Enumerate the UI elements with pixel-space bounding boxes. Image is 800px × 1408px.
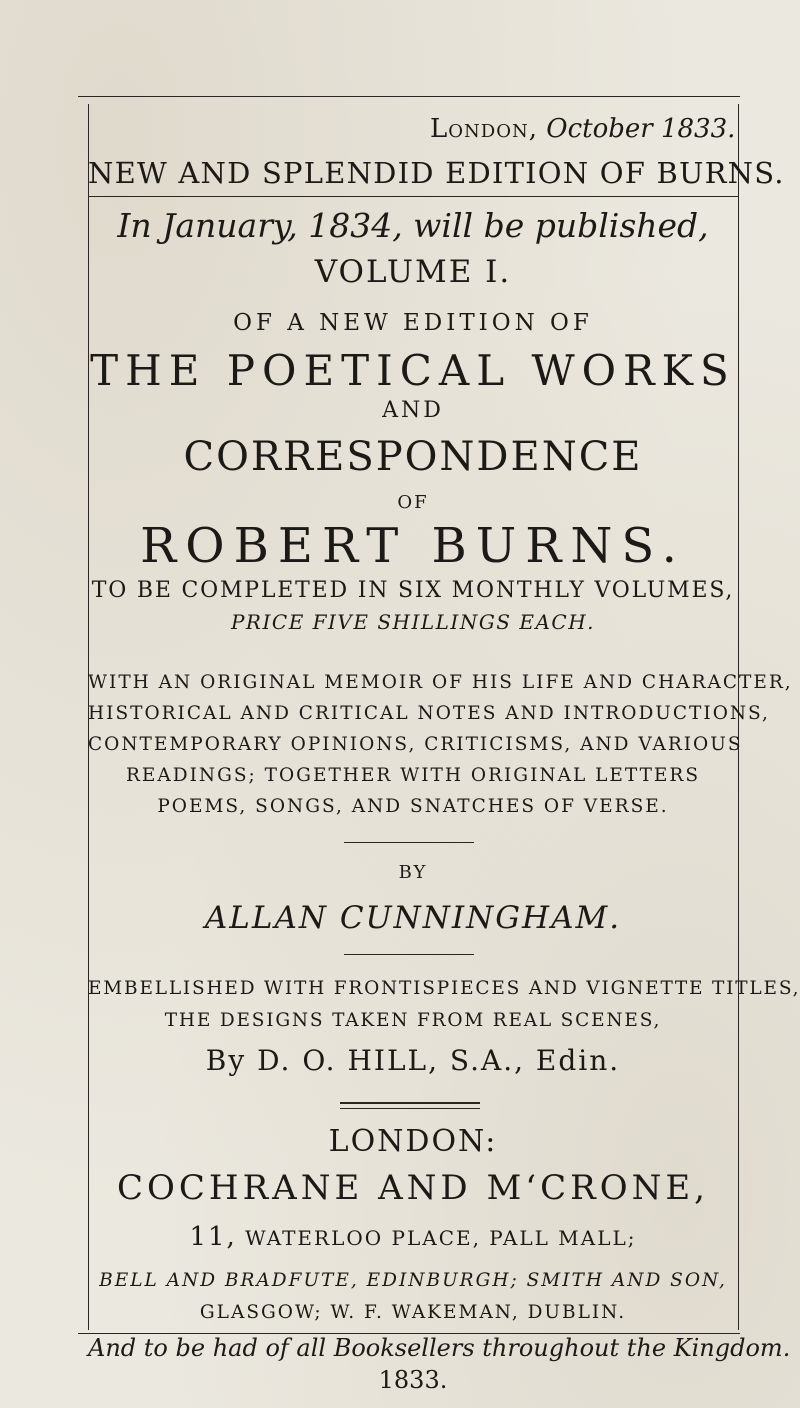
imprint-agents-line: GLASGOW; W. F. WAKEMAN, DUBLIN.: [199, 1302, 627, 1323]
dateline-place: London,: [430, 114, 538, 144]
imprint-year: 1833.: [378, 1366, 448, 1394]
embellished-line: EMBELLISHED WITH FRONTISPIECES AND VIGNETTE TITLES,: [88, 978, 800, 999]
memoir-line: WITH AN ORIGINAL MEMOIR OF HIS LIFE AND CHARACTER,: [88, 672, 793, 693]
by-label: BY: [398, 862, 428, 883]
dateline: [430, 114, 736, 144]
volume-label: VOLUME I.: [314, 254, 512, 290]
memoir-line: HISTORICAL AND CRITICAL NOTES AND INTRODUCTIONS,: [88, 703, 770, 724]
illustrator-credit: By D. O. HILL, S.A., Edin.: [205, 1044, 621, 1077]
imprint-city: LONDON:: [328, 1124, 498, 1159]
memoir-line: POEMS, SONGS, AND SNATCHES OF VERSE.: [157, 796, 669, 817]
title-poetical-works: THE POETICAL WORKS: [90, 346, 736, 395]
double-rule-top: [340, 1102, 480, 1104]
title-of: OF: [397, 492, 429, 513]
imprint-agents-line: BELL AND BRADFUTE, EDINBURGH; SMITH AND SON,: [99, 1270, 727, 1291]
headline: NEW AND SPLENDID EDITION OF BURNS.: [88, 156, 785, 190]
completion-note: TO BE COMPLETED IN SIX MONTHLY VOLUMES,: [91, 578, 735, 603]
headline-rule: [88, 196, 738, 197]
address-street: WATERLOO PLACE, PALL MALL;: [245, 1226, 637, 1250]
of-a-new-edition: OF A NEW EDITION OF: [233, 310, 593, 336]
memoir-line: CONTEMPORARY OPINIONS, CRITICISMS, AND VARIOUS: [88, 734, 743, 755]
imprint-address: [88, 1222, 738, 1252]
memoir-line: READINGS; TOGETHER WITH ORIGINAL LETTERS: [125, 765, 701, 786]
title-and: AND: [382, 398, 444, 423]
embellished-line: THE DESIGNS TAKEN FROM REAL SCENES,: [164, 1010, 662, 1031]
address-number: 11,: [189, 1222, 237, 1252]
divider-rule: [344, 954, 474, 955]
booksellers-note: And to be had of all Booksellers throughout the Kingdom.: [88, 1334, 791, 1362]
title-correspondence: CORRESPONDENCE: [183, 434, 643, 480]
divider-rule: [344, 842, 474, 843]
dateline-date: October 1833.: [546, 114, 736, 144]
announcement: In January, 1834, will be published,: [117, 206, 709, 245]
double-rule-bottom: [340, 1108, 480, 1109]
title-robert-burns: ROBERT BURNS.: [140, 518, 686, 574]
imprint-publisher: COCHRANE AND M‘CRONE,: [117, 1168, 709, 1208]
price-note: PRICE FIVE SHILLINGS EACH.: [230, 610, 596, 634]
author-name: ALLAN CUNNINGHAM.: [204, 900, 622, 936]
